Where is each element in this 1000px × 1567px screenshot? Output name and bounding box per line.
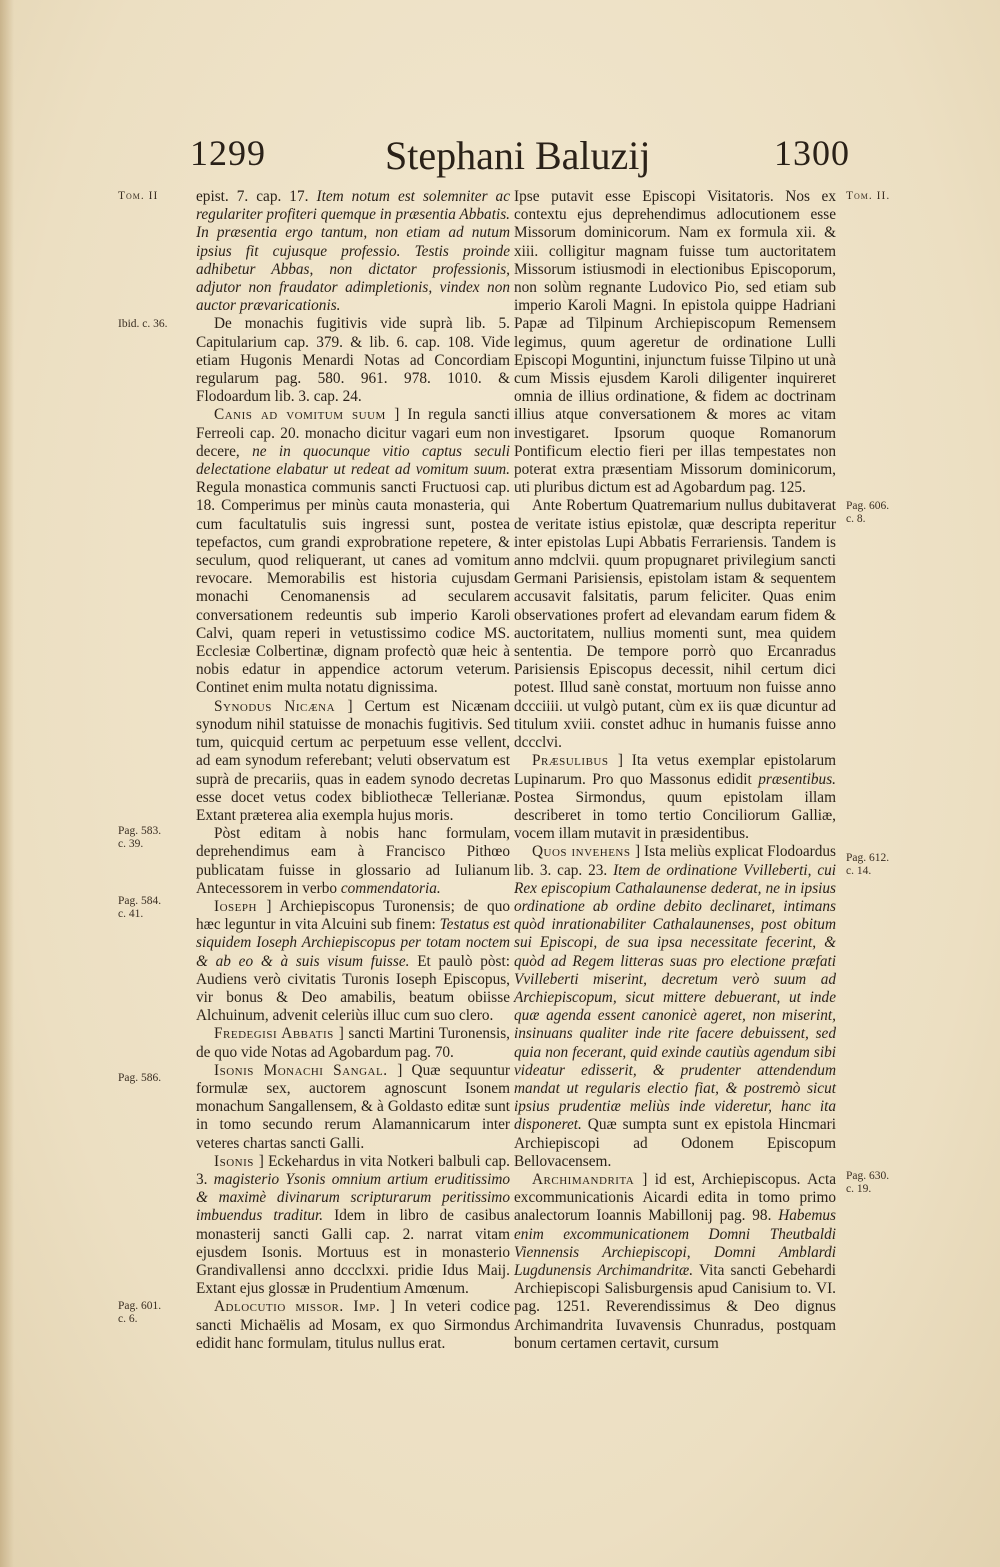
right-text-column — [514, 188, 836, 1353]
paragraph-text: Ipse putavit esse Episcopi Visitatoris. Nos ex contextu ejus deprehendimus adlocutionem esse Missorum dominicorum. Nam ex formula xii. & xiii. colligitur magnam fuisse tum auctoritatem Missorum istiusmodi in electionibus Episcoporum, non solùm regnante Ludovico Pio, sed etiam sub imperio Karoli Magni. In epistola quippe Hadriani Papæ ad Tilpinum Archiepiscopum Remensem legimus, quum ageretur de ordinatione Lulli Episcopi Moguntini, injunctum fuisse Tilpino ut unà cum Missis ejusdem Karoli diligenter inquireret omnia de illius ordinatione, & fidem ac doctrinam illius atque conversationem & mores ac vitam investigaret. Ipsorum quoque Romanorum Pontificum electio fieri per illas tempestates non poterat extra præsentiam Missorum dominicorum, uti pluribus dictum est ad Agobardum pag. 125. — [514, 188, 836, 497]
paragraph — [514, 188, 836, 497]
margin-note-left: Tom. II — [118, 190, 159, 202]
paragraph — [514, 843, 836, 1171]
paragraph-text: Pòst editam à nobis hanc formulam, deprehendimus eam à Francisco Pithœo publicatam fuisse in glossario ad Iulianum Antecessorem in verbo — [196, 825, 510, 897]
lemma: Isonis — [214, 1152, 259, 1170]
paragraph-text: ] sancti Martini Turonensis, de quo vide Notas ad Agobardum pag. 70. — [196, 1025, 510, 1061]
page-edge-shadow — [0, 0, 14, 1567]
paragraph — [196, 406, 510, 697]
lemma: Quos invehens — [532, 843, 635, 861]
paragraph-italic: Habemus enim excommunicationem Domni Theutbaldi Viennensis Archiepiscopi, Domni Amblardi Lugdunensis Archimandritæ. — [514, 1207, 836, 1279]
paragraph-text: epist. 7. cap. 17. — [196, 188, 317, 205]
paragraph-text: ] Ista meliùs explicat Flodoardus lib. 3. cap. 23. — [514, 843, 836, 879]
lemma: Fredegisi Abbatis — [214, 1025, 339, 1043]
paragraph-text-after: Vita sancti Gebehardi Archiepiscopi Salisburgensis apud Canisium to. VI. pag. 1251. Reverendissimus & Deo dignus Archimandrita Iuvavensis Chunradus, postquam bonum certamen certavit, cursum — [514, 1261, 837, 1352]
paragraph — [196, 188, 510, 315]
paragraph-text: ] Archiepiscopus Turonensis; de quo hæc leguntur in vita Alcuini sub finem: — [196, 897, 510, 934]
paragraph-text-after: Regula monastica communis sancti Fructuosi cap. 18. Comperimus per minùs cauta monasteria, qui cum facultatulis suis ingressi sunt, postea tepefactos, cum grandi exprobratione repetere, & seculum, quod reliquerant, ut canes ad vomitum revocare. Memorabilis est historia cujusdam monachi Cenomanensis ad secularem conversationem redeuntis sub imperio Karoli Calvi, quam reperi in vetustissimo codice MS. Ecclesiæ Colbertinæ, dignam profectò quæ heic à nobis edatur in appendice actorum veterum. Continet enim multa notatu dignissima. — [196, 479, 510, 697]
lemma: Synodus Nicæna — [214, 697, 348, 715]
paragraph-text: ] In regula sancti Ferreoli cap. 20. monacho dicitur vagari eum non decere, — [196, 406, 510, 460]
running-title: Stephani Baluzij — [385, 133, 651, 178]
paragraph-text: ] In veteri codice sancti Michaëlis ad Mosam, ex quo Sirmondus edidit hanc formulam, titulus nullus erat. — [196, 1298, 510, 1352]
lemma: Canis ad vomitum suum — [214, 406, 395, 424]
paragraph-text-after: Idem in libro de casibus monasterij sancti Galli cap. 2. narrat vitam ejusdem Isonis. Mortuus est in monasterio Grandivallensi anno dccclxxi. pridie Idus Maij. Extant ejus glossæ in Prudentium Amœnum. — [196, 1207, 510, 1298]
paragraph-italic: Item notum est solemniter ac regulariter profiteri quemque in præsentia Abbatis. In præsentia ergo tantum, non etiam ad nutum ipsius fit cujusque professio. Testis proinde adhibetur Abbas, non dictator professionis, adjutor non fraudator adimpletionis, vindex non auctor prævaricationis. — [196, 188, 510, 315]
paragraph — [196, 825, 510, 898]
paragraph — [196, 1298, 510, 1353]
margin-note-left: Pag. 586. — [118, 1072, 162, 1084]
paragraph — [514, 1171, 836, 1353]
paragraph-text-after: Et paulò pòst: Audiens verò civitatis Turonis Ioseph Episcopus, vir bonus & Deo amabilis, beatum obiisse Alchuinum, advenit celeriùs illuc cum suo clero. — [196, 952, 510, 1025]
margin-note-left: Pag. 601. c. 6. — [118, 1300, 162, 1325]
margin-note-left: Pag. 584. c. 41. — [118, 895, 162, 920]
paragraph — [196, 698, 510, 825]
margin-note-right: Pag. 606. c. 8. — [846, 500, 890, 525]
paragraph-italic: præsentibus. — [758, 770, 836, 788]
paragraph — [514, 497, 836, 752]
paragraph — [514, 752, 836, 843]
paragraph-text: ] Eckehardus in vita Notkeri balbuli cap. 3. — [196, 1152, 510, 1188]
margin-note-right: Pag. 612. c. 14. — [846, 852, 890, 877]
left-text-column — [196, 188, 510, 1353]
paragraph — [196, 1025, 510, 1061]
paragraph — [196, 315, 510, 406]
lemma: Adlocutio missor. Imp. — [214, 1298, 390, 1316]
paragraph-text: De monachis fugitivis vide suprà lib. 5. Capitularium cap. 379. & lib. 6. cap. 108. Vide etiam Hugonis Menardi Notas ad Concordiam regularum pag. 580. 961. 978. 1010. & Flodoardum lib. 3. cap. 24. — [196, 315, 510, 406]
margin-note-right: Tom. II. — [846, 190, 891, 202]
paragraph-italic: ne in quocunque vitio captus seculi delectatione elabatur ut redeat ad vomitum suum. — [196, 442, 510, 479]
paragraph — [196, 1062, 510, 1153]
paragraph-italic: Item de ordinatione Vvilleberti, cui Rex episcopium Cathalaunense dederat, ne in ipsius ordinatione ab ordine debito declinaret, intimans quòd inrationabiliter Cathalaunenses, post obitum sui Episcopi, de sua ipsa necessitate fecerint, & quòd ad Regem litteras suas pro electione præfati Vvilleberti miserint, decretum verò suum ad Archiepiscopum, sicut mittere debuerant, ut inde quæ agenda essent canonicè ageret, non miserint, insinuans qualiter inde rite facere debuissent, sed quia non fecerant, quid exinde cautiùs agendum sibi videatur edisserit, & prudenter attendendum mandat ut regularis electio fiat, & postremò sicut ipsius prudentiæ meliùs inde videretur, hanc ita disponeret. — [514, 861, 837, 1134]
lemma: Isonis Monachi Sangal. — [214, 1061, 398, 1079]
paragraph-italic: Testatus est siquidem Ioseph Archiepiscopus per totam noctem & ab eo & à suis visum fuisse. — [196, 916, 510, 970]
lemma: Ioseph — [214, 897, 267, 915]
paragraph-text-after: Quæ sumpta sunt ex epistola Hincmari Archiepiscopi ad Odonem Episcopum Bellovacensem. — [514, 1116, 836, 1170]
paragraph — [196, 1153, 510, 1299]
paragraph-text: ] Quæ sequuntur formulæ sex, auctorem agnoscunt Isonem monachum Sangallensem, & à Goldasto editæ sunt in tomo secundo rerum Alamannicarum inter veteres chartas sancti Galli. — [196, 1061, 510, 1152]
page-header — [190, 132, 850, 182]
lemma: Archimandrita — [532, 1170, 643, 1188]
margin-note-left: Pag. 583. c. 39. — [118, 825, 162, 850]
paragraph-text: ] Ita vetus exemplar epistolarum Lupinarum. Pro quo Massonus edidit — [514, 752, 836, 788]
paragraph-italic: magisterio Ysonis omnium artium eruditissimo & maximè divinarum scripturarum peritissimo imbuendus traditur. — [196, 1170, 511, 1225]
paragraph-text-after: Postea Sirmondus, quum epistolam illam describeret in tomo tertio Conciliorum Galliæ, vocem illam mutavit in præsidentibus. — [514, 788, 836, 843]
paragraph-text: ] id est, Archiepiscopus. Acta excommunicationis Aicardi edita in tomo primo analectorum Ioannis Mabillonij pag. 98. — [514, 1170, 836, 1225]
paragraph-italic: commendatoria. — [340, 879, 441, 897]
lemma: Præsulibus — [532, 752, 618, 770]
paragraph-text: ] Certum est Nicænam synodum nihil statuisse de monachis fugitivis. Sed tum, quicquid certum ac perpetuum esse vellent, ad eam synodum referebant; veluti observatum est suprà de precariis, quas in eadem synodo decretas esse docet vetus codex bibliothecæ Tellerianæ. Extant præterea alia exempla hujus moris. — [196, 697, 510, 824]
margin-note-right: Pag. 630. c. 19. — [846, 1170, 890, 1195]
page-number-right: 1300 — [774, 133, 850, 173]
margin-note-left: Ibid. c. 36. — [118, 318, 168, 330]
page-number-left: 1299 — [190, 133, 266, 173]
paragraph — [196, 898, 510, 1025]
paragraph-text: Ante Robertum Quatremarium nullus dubitaverat de veritate istius epistolæ, quæ descripta reperitur inter epistolas Lupi Abbatis Ferrariensis. Tandem is anno mdclvii. quum propugnaret privilegium sancti Germani Parisiensis, epistolam istam & sequentem accusavit falsitatis, parum feliciter. Quas enim observationes profert ad elevandam earum fidem & auctoritatem, nullius momenti sunt, mea quidem sententia. De tempore porrò quo Ercanradus Parisiensis Episcopus decessit, nihil certum dici potest. Illud sanè constat, mortuum non fuisse anno dccciiii. ut vulgò putant, cùm ex iis quæ dicuntur ad titulum xviii. constet adhuc in humanis fuisse anno dccclvi. — [514, 497, 836, 752]
